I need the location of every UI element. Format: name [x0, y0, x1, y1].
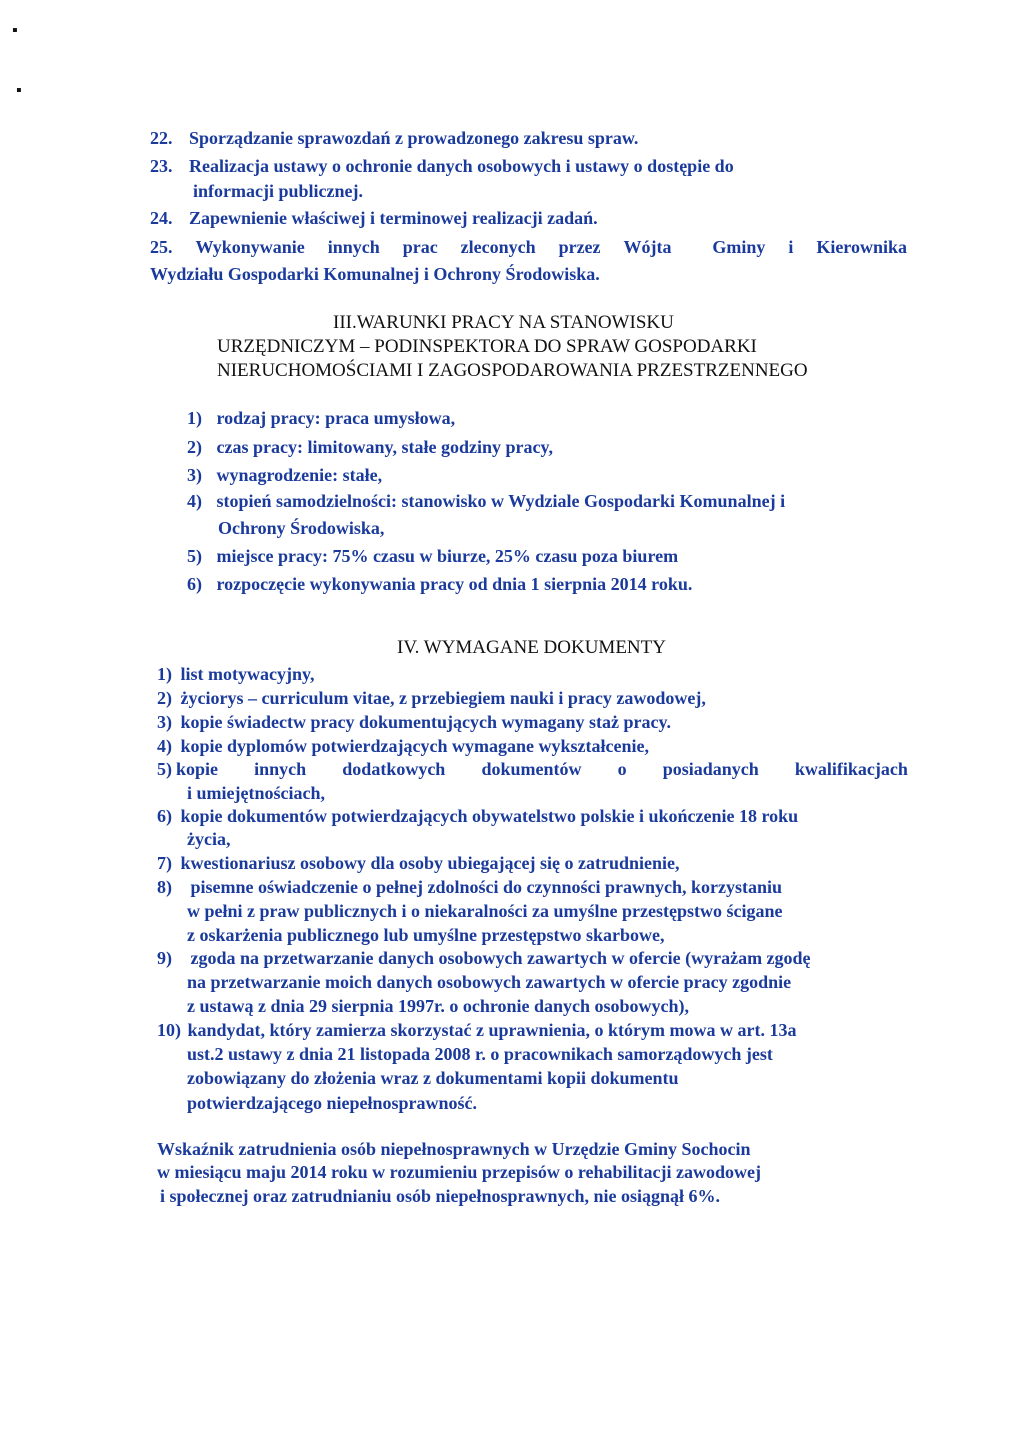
scan-mark-2: ▪ — [16, 82, 22, 99]
section-4-title: IV. WYMAGANE DOKUMENTY — [397, 637, 666, 658]
list-item: 7) kwestionariusz osobowy dla osoby ubiegającej się o zatrudnienie, — [157, 853, 680, 873]
list-item-continuation: potwierdzającego niepełnosprawność. — [187, 1093, 477, 1113]
list-item: 22. Sporządzanie sprawozdań z prowadzonego zakresu spraw. — [150, 128, 639, 148]
list-item-continuation: Wydziału Gospodarki Komunalnej i Ochrony Środowiska. — [150, 264, 600, 284]
section-3-title-line-3: NIERUCHOMOŚCIAMI I ZAGOSPODAROWANIA PRZESTRZENNEGO — [217, 360, 808, 381]
list-item-continuation: z ustawą z dnia 29 sierpnia 1997r. o ochronie danych osobowych), — [187, 996, 690, 1016]
paragraph-line: i społecznej oraz zatrudnianiu osób niepełnosprawnych, nie osiągnął 6%. — [160, 1186, 721, 1206]
list-item: 5) kopie innych dodatkowych dokumentów o posiadanych kwalifikacjach — [157, 759, 908, 779]
list-item: 6) rozpoczęcie wykonywania pracy od dnia 1 sierpnia 2014 roku. — [187, 574, 693, 594]
list-item-continuation: życia, — [187, 829, 231, 849]
list-item: 2) życiorys – curriculum vitae, z przebiegiem nauki i pracy zawodowej, — [157, 688, 706, 708]
paragraph-line: Wskaźnik zatrudnienia osób niepełnosprawnych w Urzędzie Gminy Sochocin — [157, 1139, 751, 1159]
list-item: 2) czas pracy: limitowany, stałe godziny pracy, — [187, 437, 553, 457]
list-item-continuation: w pełni z praw publicznych i o niekaralności za umyślne przestępstwo ścigane — [187, 901, 783, 921]
section-3-title-line-2: URZĘDNICZYM – PODINSPEKTORA DO SPRAW GOSPODARKI — [217, 336, 757, 357]
list-item: 23. Realizacja ustawy o ochronie danych osobowych i ustawy o dostępie do — [150, 156, 734, 176]
list-item: 24. Zapewnienie właściwej i terminowej realizacji zadań. — [150, 208, 598, 228]
list-item: 1) rodzaj pracy: praca umysłowa, — [187, 408, 456, 428]
list-item-continuation: Ochrony Środowiska, — [218, 518, 385, 538]
section-3-title-line-1: III.WARUNKI PRACY NA STANOWISKU — [333, 312, 674, 333]
list-item: 10) kandydat, który zamierza skorzystać z uprawnienia, o którym mowa w art. 13a — [157, 1020, 797, 1040]
list-item: 3) kopie świadectw pracy dokumentujących wymagany staż pracy. — [157, 712, 671, 732]
list-item: 1) list motywacyjny, — [157, 664, 315, 684]
list-item: 3) wynagrodzenie: stałe, — [187, 465, 383, 485]
list-item-continuation: informacji publicznej. — [193, 181, 363, 201]
list-item: 5) miejsce pracy: 75% czasu w biurze, 25% czasu poza biurem — [187, 546, 679, 566]
list-item-continuation: ust.2 ustawy z dnia 21 listopada 2008 r. o pracownikach samorządowych jest — [187, 1044, 773, 1064]
scan-mark-1: ▪ — [12, 22, 18, 39]
list-item-continuation: na przetwarzanie moich danych osobowych zawartych w ofercie pracy zgodnie — [187, 972, 792, 992]
list-item: 8) pisemne oświadczenie o pełnej zdolności do czynności prawnych, korzystaniu — [157, 877, 783, 897]
list-item-continuation: z oskarżenia publicznego lub umyślne przestępstwo skarbowe, — [187, 925, 665, 945]
list-item-continuation: i umiejętnościach, — [187, 783, 325, 803]
list-item: 6) kopie dokumentów potwierdzających obywatelstwo polskie i ukończenie 18 roku — [157, 806, 799, 826]
list-item: 9) zgoda na przetwarzanie danych osobowych zawartych w ofercie (wyrażam zgodę — [157, 948, 811, 968]
paragraph-line: w miesiącu maju 2014 roku w rozumieniu przepisów o rehabilitacji zawodowej — [157, 1162, 761, 1182]
list-item: 4) kopie dyplomów potwierdzających wymagane wykształcenie, — [157, 736, 649, 756]
list-item-continuation: zobowiązany do złożenia wraz z dokumentami kopii dokumentu — [187, 1068, 679, 1088]
list-item: 4) stopień samodzielności: stanowisko w Wydziale Gospodarki Komunalnej i — [187, 491, 786, 511]
list-item-justified: 25. Wykonywanie innych prac zleconych przez Wójta Gminy i Kierownika — [150, 237, 907, 257]
